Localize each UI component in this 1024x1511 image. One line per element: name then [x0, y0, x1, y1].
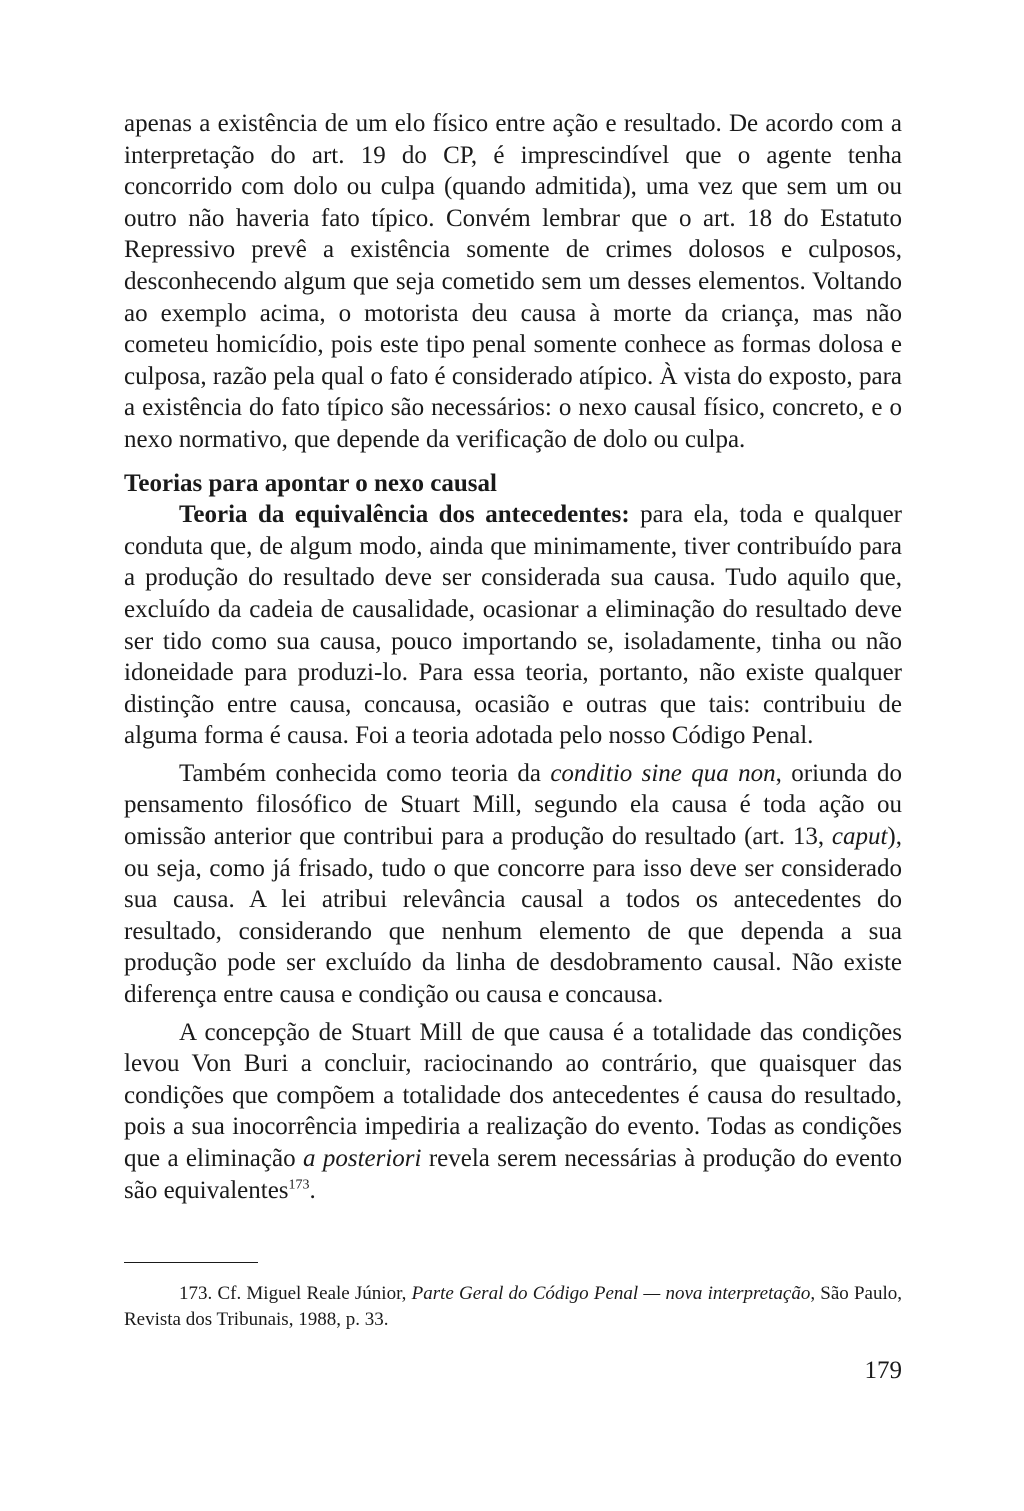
paragraph-4-italic: a posteriori	[302, 1145, 422, 1172]
paragraph-3-part-c: ), ou seja, como já frisado, tudo o que concorre para isso deve ser considerado sua causa. A lei atribui relevância causal a todos os antecedentes do resultado, considerando que nenhum elemento de que dependa a sua produção pode ser excluído da linha de desdobramento causal. Não existe diferença entre causa e condição ou causa e concausa.	[124, 823, 902, 1009]
footnote-reference[interactable]: 173	[288, 1177, 310, 1193]
paragraph-4	[124, 1017, 902, 1207]
paragraph-3-part-a: Também conhecida como teoria da	[179, 759, 551, 787]
paragraph-4-part-b: revela serem necessárias à produção do evento são equivalentes	[124, 1145, 902, 1204]
section-heading: Teorias para apontar o nexo causal	[124, 469, 497, 497]
paragraph-2	[124, 499, 902, 752]
paragraph-3-part-b: , oriunda do pensamento filosófico de Stuart Mill, segundo ela causa é toda ação ou omissão anterior que contribui para a produção do resultado (art. 13,	[124, 759, 902, 851]
page-number: 179	[864, 1357, 902, 1384]
paragraph-4-end: .	[309, 1176, 316, 1204]
footnote-italic: Parte Geral do Código Penal — nova interpretação	[411, 1283, 811, 1304]
page-body	[124, 108, 902, 1206]
footnote-part-b: , São Paulo, Revista dos Tribunais, 1988, p. 33.	[124, 1283, 903, 1330]
paragraph-3-italic-2: caput	[831, 823, 888, 851]
paragraph-1: apenas a existência de um elo físico entre ação e resultado. De acordo com a interpretação do art. 19 do CP, é imprescindível que o agente tenha concorrido com dolo ou culpa (quando admitida), uma vez que sem um ou outro não haveria fato típico. Convém lembrar que o art. 18 do Estatuto Repressivo prevê a existência somente de crimes dolosos e culposos, desconhecendo algum que seja cometido sem um desses elementos. Voltando ao exemplo acima, o motorista deu causa à morte da criança, mas não cometeu homicídio, pois este tipo penal somente conhece as formas dolosa e culposa, razão pela qual o fato é considerado atípico. À vista do exposto, para a existência do fato típico são necessários: o nexo causal físico, concreto, e o nexo normativo, que depende da verificação de dolo ou culpa.	[124, 110, 902, 453]
paragraph-3-italic-1: conditio sine qua non	[550, 759, 776, 787]
paragraph-2-lead: Teoria da equivalência dos antecedentes:	[179, 501, 630, 529]
footnote	[124, 1281, 902, 1333]
paragraph-2-text: para ela, toda e qualquer conduta que, de algum modo, ainda que minimamente, tiver contribuído para a produção do resultado deve ser considerada sua causa. Tudo aquilo que, excluído da cadeia de causalidade, ocasionar a eliminação do resultado deve ser tido como sua causa, pouco importando se, isoladamente, tinha ou não idoneidade para produzi-lo. Para essa teoria, portanto, não existe qualquer distinção entre causa, concausa, ocasião e outras que tais: contribuiu de alguma forma é causa. Foi a teoria adotada pelo nosso Código Penal.	[124, 501, 902, 750]
paragraph-4-part-a: A concepção de Stuart Mill de que causa é a totalidade das condições levou Von Buri a concluir, raciocinando ao contrário, que quaisquer das condições que compõem a totalidade dos antecedentes é causa do resultado, pois a sua inocorrência impediria a realização do evento. Todas as condições que a eliminação	[124, 1018, 902, 1172]
paragraph-3	[124, 758, 902, 1011]
footnote-part-a: 173. Cf. Miguel Reale Júnior,	[179, 1283, 412, 1304]
footnote-separator	[124, 1262, 258, 1263]
